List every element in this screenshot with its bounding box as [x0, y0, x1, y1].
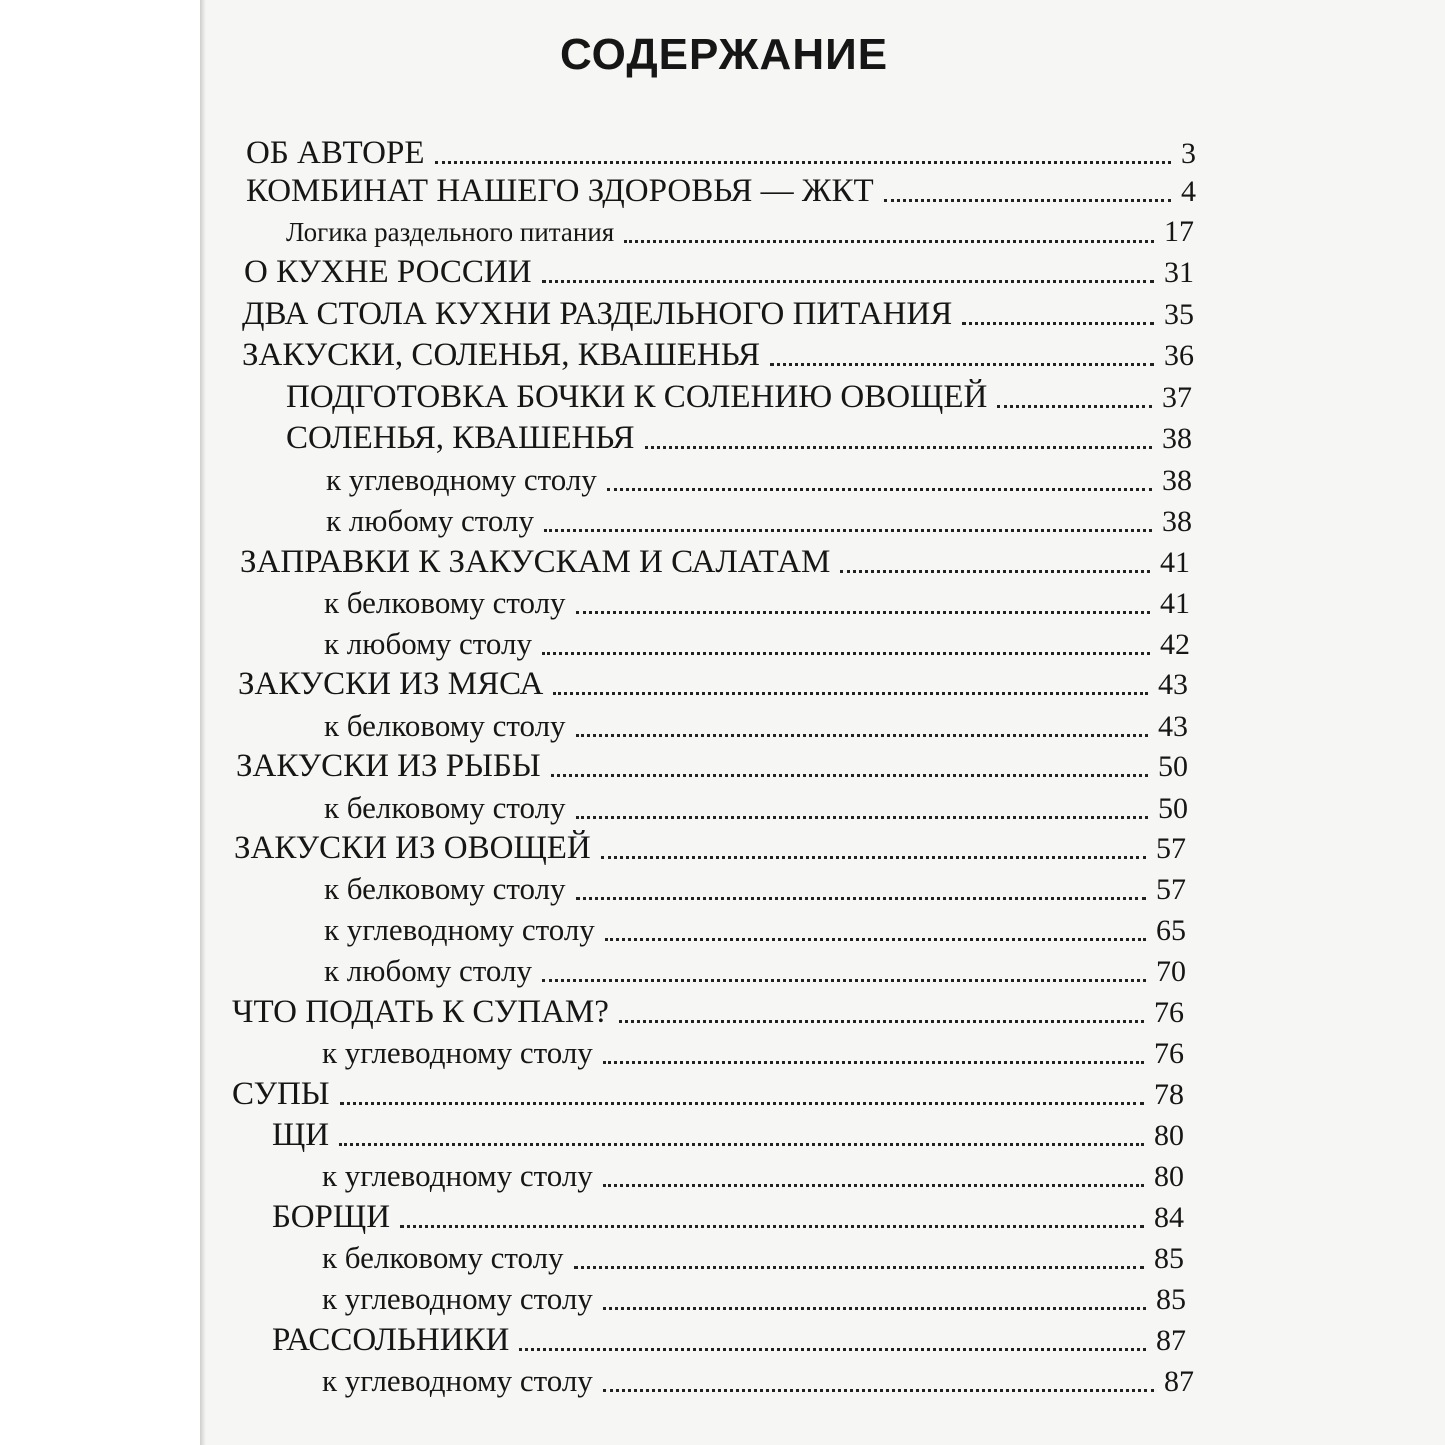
toc-page-number: 85: [1154, 1242, 1184, 1275]
toc-entry-label: к белковому столу: [324, 708, 566, 743]
dot-leader: [603, 1184, 1144, 1187]
toc-page-number: 84: [1154, 1201, 1184, 1234]
toc-entry-label: Логика раздельного питания: [286, 217, 615, 247]
toc-page-number: 87: [1156, 1324, 1186, 1357]
dot-leader: [962, 322, 1154, 325]
toc-entry-label: СУПЫ: [232, 1076, 330, 1112]
toc-entry[interactable]: [324, 624, 1190, 664]
dot-leader: [603, 1307, 1146, 1310]
dot-leader: [542, 652, 1150, 655]
toc-entry-label: к любому столу: [324, 953, 532, 988]
toc-entry[interactable]: [322, 1238, 1184, 1278]
toc-entry[interactable]: [324, 910, 1186, 950]
toc-page-number: 31: [1164, 256, 1194, 289]
dot-leader: [574, 1266, 1144, 1269]
toc-page-number: 43: [1158, 710, 1188, 743]
toc-entry-label: ОБ АВТОРЕ: [246, 135, 425, 171]
toc-page-number: 41: [1160, 546, 1190, 579]
toc-page-number: 70: [1156, 955, 1186, 988]
toc-entry[interactable]: [238, 664, 1188, 704]
dot-leader: [339, 1143, 1144, 1146]
toc-page-number: 38: [1162, 464, 1192, 497]
toc-entry[interactable]: [324, 706, 1188, 746]
dot-leader: [601, 856, 1146, 859]
toc-page-number: 50: [1158, 750, 1188, 783]
toc-entry[interactable]: [322, 1361, 1194, 1401]
toc-page-number: 80: [1154, 1160, 1184, 1193]
toc-entry-label: ЗАКУСКИ ИЗ ОВОЩЕЙ: [234, 830, 591, 866]
toc-entry[interactable]: [324, 869, 1186, 909]
toc-entry-label: к белковому столу: [324, 871, 566, 906]
dot-leader: [607, 488, 1152, 491]
dot-leader: [519, 1348, 1146, 1351]
toc-page-number: 85: [1156, 1283, 1186, 1316]
toc-entry[interactable]: [244, 252, 1194, 292]
toc-entry-label: ЗАПРАВКИ К ЗАКУСКАМ И САЛАТАМ: [240, 544, 831, 580]
toc-entry-label: ЩИ: [272, 1117, 330, 1153]
toc-entry-label: к углеводному столу: [326, 462, 597, 497]
toc-entry-label: к белковому столу: [324, 790, 566, 825]
toc-page-number: 57: [1156, 832, 1186, 865]
toc-entry-label: к углеводному столу: [322, 1158, 593, 1193]
toc-entry-label: к белковому столу: [322, 1240, 564, 1275]
toc-entry[interactable]: [322, 1156, 1184, 1196]
toc-entry[interactable]: [234, 828, 1186, 868]
toc-page-number: 3: [1181, 137, 1196, 170]
dot-leader: [624, 240, 1154, 243]
toc-entry-label: к углеводному столу: [322, 1281, 593, 1316]
toc-page-number: 35: [1164, 298, 1194, 331]
toc-entry-label: ПОДГОТОВКА БОЧКИ К СОЛЕНИЮ ОВОЩЕЙ: [286, 379, 988, 415]
toc-entry[interactable]: [272, 1115, 1184, 1155]
toc-entry[interactable]: [242, 335, 1194, 375]
toc-page-number: 41: [1160, 587, 1190, 620]
dot-leader: [576, 734, 1148, 737]
toc-entry-label: ДВА СТОЛА КУХНИ РАЗДЕЛЬНОГО ПИТАНИЯ: [242, 296, 953, 332]
toc-entry-label: к углеводному столу: [322, 1363, 593, 1398]
toc-entry[interactable]: [272, 1197, 1184, 1237]
dot-leader: [605, 938, 1146, 941]
toc-page-number: 42: [1160, 628, 1190, 661]
toc-entry[interactable]: [236, 746, 1188, 786]
toc-entry-label: О КУХНЕ РОССИИ: [244, 254, 532, 290]
toc-entry[interactable]: [272, 1320, 1186, 1360]
toc-page-number: 38: [1162, 422, 1192, 455]
toc-entry-label: РАССОЛЬНИКИ: [272, 1322, 510, 1358]
toc-entry[interactable]: [232, 1074, 1184, 1114]
dot-leader: [553, 692, 1148, 695]
toc-entry[interactable]: [232, 992, 1184, 1032]
toc-page-number: 76: [1154, 996, 1184, 1029]
dot-leader: [576, 816, 1148, 819]
toc-entry-label: к любому столу: [324, 626, 532, 661]
dot-leader: [619, 1020, 1144, 1023]
toc-entry-label: КОМБИНАТ НАШЕГО ЗДОРОВЬЯ — ЖКТ: [246, 173, 874, 209]
toc-entry[interactable]: [242, 294, 1194, 334]
toc-page-number: 87: [1164, 1365, 1194, 1398]
dot-leader: [551, 774, 1148, 777]
dot-leader: [576, 611, 1150, 614]
dot-leader: [603, 1389, 1154, 1392]
toc-page-number: 36: [1164, 339, 1194, 372]
toc-entry[interactable]: [324, 951, 1186, 991]
toc-entry[interactable]: [246, 171, 1196, 211]
toc-page-number: 65: [1156, 914, 1186, 947]
toc-entry-label: к углеводному столу: [324, 912, 595, 947]
toc-page-number: 76: [1154, 1037, 1184, 1070]
toc-page-number: 37: [1162, 381, 1192, 414]
toc-page-number: 4: [1181, 175, 1196, 208]
toc-page-number: 80: [1154, 1119, 1184, 1152]
toc-entry[interactable]: [322, 1279, 1186, 1319]
dot-leader: [400, 1225, 1144, 1228]
dot-leader: [544, 529, 1152, 532]
toc-entry-label: ЗАКУСКИ ИЗ МЯСА: [238, 666, 544, 702]
toc-entry[interactable]: [286, 212, 1194, 252]
dot-leader: [840, 570, 1150, 573]
page-title: СОДЕРЖАНИЕ: [560, 30, 889, 79]
toc-entry[interactable]: [322, 1033, 1184, 1073]
toc-entry-label: ЗАКУСКИ ИЗ РЫБЫ: [236, 748, 541, 784]
toc-entry-label: ЗАКУСКИ, СОЛЕНЬЯ, КВАШЕНЬЯ: [242, 337, 760, 373]
toc-entry-label: ЧТО ПОДАТЬ К СУПАМ?: [232, 994, 609, 1030]
toc-entry-label: СОЛЕНЬЯ, КВАШЕНЬЯ: [286, 420, 635, 456]
toc-entry-label: к любому столу: [326, 503, 534, 538]
dot-leader: [645, 446, 1152, 449]
dot-leader: [542, 280, 1154, 283]
dot-leader: [340, 1102, 1144, 1105]
dot-leader: [576, 897, 1146, 900]
toc-entry-label: БОРЩИ: [272, 1199, 391, 1235]
toc-page-number: 78: [1154, 1078, 1184, 1111]
toc-entry-label: к белковому столу: [324, 585, 566, 620]
toc-entry[interactable]: [246, 133, 1196, 173]
toc-entry[interactable]: [286, 418, 1192, 458]
toc-page-number: 43: [1158, 668, 1188, 701]
dot-leader: [884, 199, 1171, 202]
toc-entry[interactable]: [326, 501, 1192, 541]
toc-entry[interactable]: [326, 460, 1192, 500]
toc-page-number: 17: [1164, 215, 1194, 248]
toc-entry[interactable]: [324, 788, 1188, 828]
toc-page-number: 50: [1158, 792, 1188, 825]
toc-entry[interactable]: [240, 542, 1190, 582]
toc-page-number: 57: [1156, 873, 1186, 906]
dot-leader: [542, 979, 1146, 982]
toc-entry[interactable]: [324, 583, 1190, 623]
dot-leader: [770, 363, 1154, 366]
dot-leader: [603, 1061, 1144, 1064]
toc-page-number: 38: [1162, 505, 1192, 538]
dot-leader: [435, 161, 1171, 164]
toc-entry[interactable]: [286, 377, 1192, 417]
dot-leader: [997, 405, 1152, 408]
toc-entry-label: к углеводному столу: [322, 1035, 593, 1070]
